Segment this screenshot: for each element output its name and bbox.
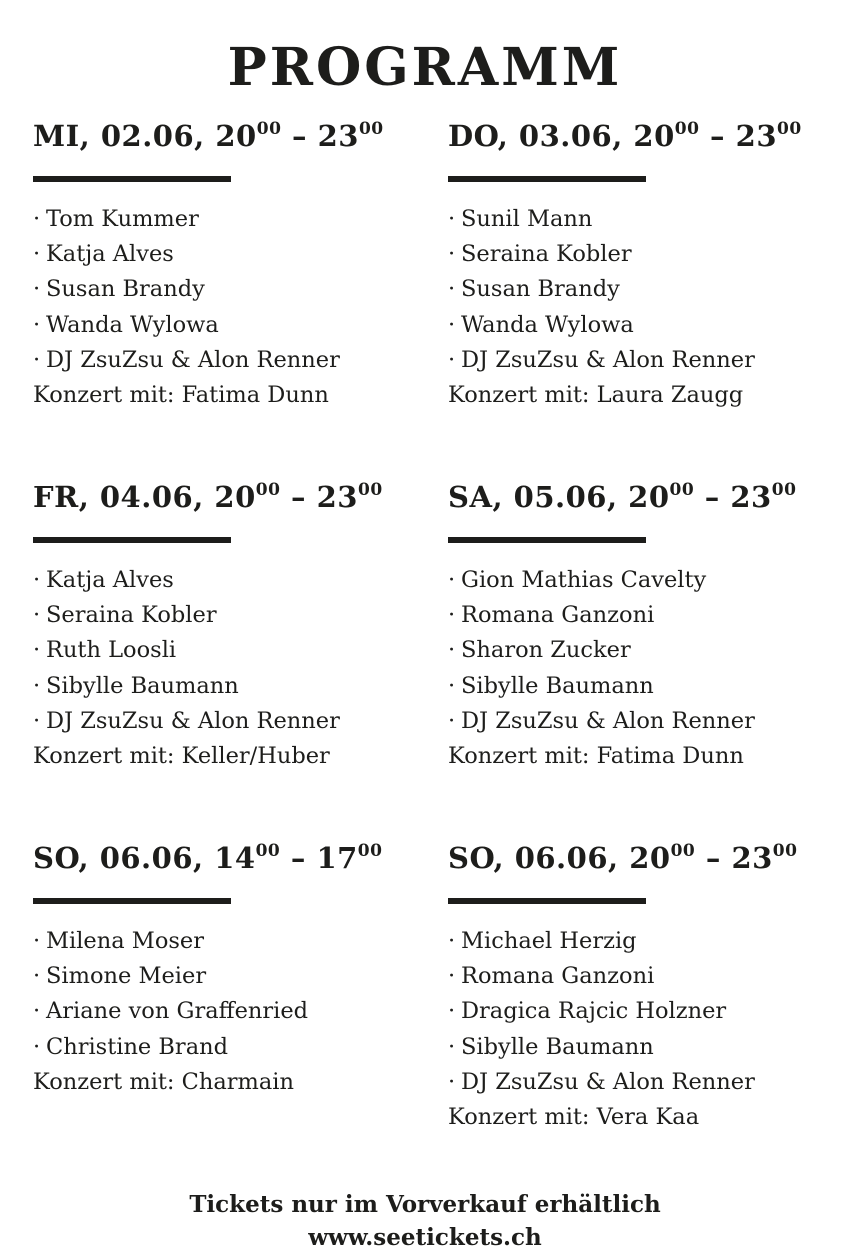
list-item xyxy=(448,1065,848,1100)
bullet-glyph: · xyxy=(33,206,41,232)
bullet-glyph: · xyxy=(33,346,41,373)
artist-list xyxy=(33,924,433,1065)
end-minutes: 00 xyxy=(358,119,384,139)
bullet-glyph: · xyxy=(33,707,41,734)
list-item xyxy=(448,308,848,343)
list-item xyxy=(448,202,848,237)
day-heading xyxy=(448,118,848,154)
start-hour: 20 xyxy=(215,119,257,153)
list-item xyxy=(33,959,433,994)
artist-name: Wanda Wylowa xyxy=(46,311,219,338)
start-minutes: 00 xyxy=(669,480,695,500)
list-item xyxy=(448,272,848,307)
start-hour: 20 xyxy=(629,841,671,875)
artist-name: Christine Brand xyxy=(46,1033,228,1060)
day-block xyxy=(33,118,433,413)
bullet-glyph: · xyxy=(33,928,41,954)
bullet-glyph: · xyxy=(448,963,456,990)
start-minutes: 00 xyxy=(255,480,281,500)
artist-list xyxy=(33,202,433,378)
list-item xyxy=(448,704,848,739)
heading-underline xyxy=(448,176,646,182)
artist-name: DJ ZsuZsu & Alon Renner xyxy=(461,707,755,734)
artist-name: Sibylle Baumann xyxy=(46,672,239,699)
artist-name: Ruth Loosli xyxy=(46,637,177,664)
list-item xyxy=(448,994,848,1029)
list-item xyxy=(33,1030,433,1065)
concert-line: Konzert mit: Fatima Dunn xyxy=(448,743,744,770)
list-item xyxy=(448,598,848,633)
end-hour: 23 xyxy=(316,480,358,514)
artist-name: DJ ZsuZsu & Alon Renner xyxy=(46,707,340,734)
bullet-glyph: · xyxy=(448,672,456,699)
artist-name: Susan Brandy xyxy=(461,276,620,303)
time-separator: – xyxy=(699,119,736,153)
artist-name: Seraina Kobler xyxy=(461,241,632,268)
list-item xyxy=(448,343,848,378)
list-item xyxy=(33,633,433,668)
list-item xyxy=(448,1030,848,1065)
list-item xyxy=(33,308,433,343)
end-hour: 17 xyxy=(316,841,358,875)
artist-name: Sunil Mann xyxy=(461,206,593,232)
concert-line: Konzert mit: Fatima Dunn xyxy=(33,382,329,409)
list-item xyxy=(33,994,433,1029)
artist-name: DJ ZsuZsu & Alon Renner xyxy=(46,346,340,373)
end-hour: 23 xyxy=(735,119,777,153)
page-title: PROGRAMM xyxy=(227,36,623,98)
bullet-glyph: · xyxy=(448,311,456,338)
artist-name: Seraina Kobler xyxy=(46,602,217,629)
bullet-glyph: · xyxy=(33,602,41,629)
list-item xyxy=(448,563,848,598)
artist-name: Sibylle Baumann xyxy=(461,1033,654,1060)
artist-name: Milena Moser xyxy=(46,928,205,954)
heading-underline xyxy=(33,176,231,182)
concert-line: Konzert mit: Keller/Huber xyxy=(33,743,330,770)
artist-name: Wanda Wylowa xyxy=(461,311,634,338)
heading-underline xyxy=(448,537,646,543)
artist-name: Gion Mathias Cavelty xyxy=(461,567,707,593)
bullet-glyph: · xyxy=(33,567,41,593)
artist-name: Susan Brandy xyxy=(46,276,205,303)
bullet-glyph: · xyxy=(33,963,41,990)
start-hour: 20 xyxy=(628,480,670,514)
list-item xyxy=(33,563,433,598)
concert-line: Konzert mit: Vera Kaa xyxy=(448,1104,700,1131)
artist-name: Sibylle Baumann xyxy=(461,672,654,699)
artist-list xyxy=(448,924,848,1100)
artist-name: Dragica Rajcic Holzner xyxy=(461,998,727,1025)
artist-name: Romana Ganzoni xyxy=(461,963,655,990)
artist-list xyxy=(33,563,433,739)
heading-underline xyxy=(33,898,231,904)
end-minutes: 00 xyxy=(771,480,797,500)
day-date: MI, 02.06, xyxy=(33,119,216,153)
artist-name: Romana Ganzoni xyxy=(461,602,655,629)
list-item xyxy=(448,924,848,959)
day-date: DO, 03.06, xyxy=(448,119,634,153)
time-separator: – xyxy=(695,841,732,875)
bullet-glyph: · xyxy=(448,928,456,954)
day-block xyxy=(448,479,848,774)
bullet-glyph: · xyxy=(448,567,456,593)
day-heading xyxy=(33,479,433,515)
start-hour: 20 xyxy=(633,119,675,153)
artist-name: Sharon Zucker xyxy=(461,637,631,664)
artist-name: Simone Meier xyxy=(46,963,207,990)
footer-url: www.seetickets.ch xyxy=(308,1224,542,1251)
list-item xyxy=(33,598,433,633)
start-minutes: 00 xyxy=(256,119,282,139)
start-hour: 14 xyxy=(214,841,256,875)
bullet-glyph: · xyxy=(33,672,41,699)
list-item xyxy=(448,237,848,272)
time-separator: – xyxy=(694,480,731,514)
end-minutes: 00 xyxy=(357,480,383,500)
bullet-glyph: · xyxy=(448,707,456,734)
artist-name: Michael Herzig xyxy=(461,928,637,954)
artist-name: Tom Kummer xyxy=(46,206,199,232)
end-minutes: 00 xyxy=(772,841,798,861)
start-minutes: 00 xyxy=(674,119,700,139)
bullet-glyph: · xyxy=(448,602,456,629)
bullet-glyph: · xyxy=(448,276,456,303)
day-date: SA, 05.06, xyxy=(448,480,629,514)
end-minutes: 00 xyxy=(777,119,802,139)
start-minutes: 00 xyxy=(670,841,696,861)
bullet-glyph: · xyxy=(33,637,41,664)
bullet-glyph: · xyxy=(448,241,456,268)
concert-line: Konzert mit: Charmain xyxy=(33,1068,294,1095)
heading-underline xyxy=(33,537,231,543)
list-item xyxy=(448,959,848,994)
artist-name: DJ ZsuZsu & Alon Renner xyxy=(461,346,755,373)
artist-list xyxy=(448,202,848,378)
list-item xyxy=(33,669,433,704)
end-hour: 23 xyxy=(317,119,359,153)
artist-name: Ariane von Graffenried xyxy=(46,998,309,1025)
list-item xyxy=(448,633,848,668)
day-heading xyxy=(33,840,433,876)
bullet-glyph: · xyxy=(33,276,41,303)
list-item xyxy=(33,237,433,272)
bullet-glyph: · xyxy=(448,1068,456,1095)
time-separator: – xyxy=(281,119,318,153)
bullet-glyph: · xyxy=(448,346,456,373)
end-hour: 23 xyxy=(730,480,772,514)
bullet-glyph: · xyxy=(448,637,456,664)
artist-name: DJ ZsuZsu & Alon Renner xyxy=(461,1068,755,1095)
concert-line: Konzert mit: Laura Zaugg xyxy=(448,382,744,409)
day-date: FR, 04.06, xyxy=(33,480,215,514)
artist-list xyxy=(448,563,848,739)
day-heading xyxy=(448,479,848,515)
day-heading xyxy=(33,118,433,154)
time-separator: – xyxy=(280,841,317,875)
bullet-glyph: · xyxy=(33,1033,41,1060)
bullet-glyph: · xyxy=(448,206,456,232)
day-block xyxy=(33,840,433,1100)
time-separator: – xyxy=(280,480,317,514)
day-block xyxy=(33,479,433,774)
day-heading xyxy=(448,840,848,876)
bullet-glyph: · xyxy=(448,998,456,1025)
day-date: SO, 06.06, xyxy=(448,841,630,875)
start-minutes: 00 xyxy=(255,841,281,861)
bullet-glyph: · xyxy=(33,998,41,1025)
bullet-glyph: · xyxy=(448,1033,456,1060)
list-item xyxy=(33,924,433,959)
list-item xyxy=(33,704,433,739)
list-item xyxy=(448,669,848,704)
day-block xyxy=(448,118,848,413)
heading-underline xyxy=(448,898,646,904)
artist-name: Katja Alves xyxy=(46,567,174,593)
day-block xyxy=(448,840,848,1135)
bullet-glyph: · xyxy=(33,241,41,268)
start-hour: 20 xyxy=(214,480,256,514)
artist-name: Katja Alves xyxy=(46,241,174,268)
day-date: SO, 06.06, xyxy=(33,841,215,875)
list-item xyxy=(33,202,433,237)
bullet-glyph: · xyxy=(33,311,41,338)
list-item xyxy=(33,272,433,307)
list-item xyxy=(33,343,433,378)
end-hour: 23 xyxy=(731,841,773,875)
end-minutes: 00 xyxy=(357,841,383,861)
footer-tickets-note: Tickets nur im Vorverkauf erhältlich xyxy=(189,1191,661,1218)
